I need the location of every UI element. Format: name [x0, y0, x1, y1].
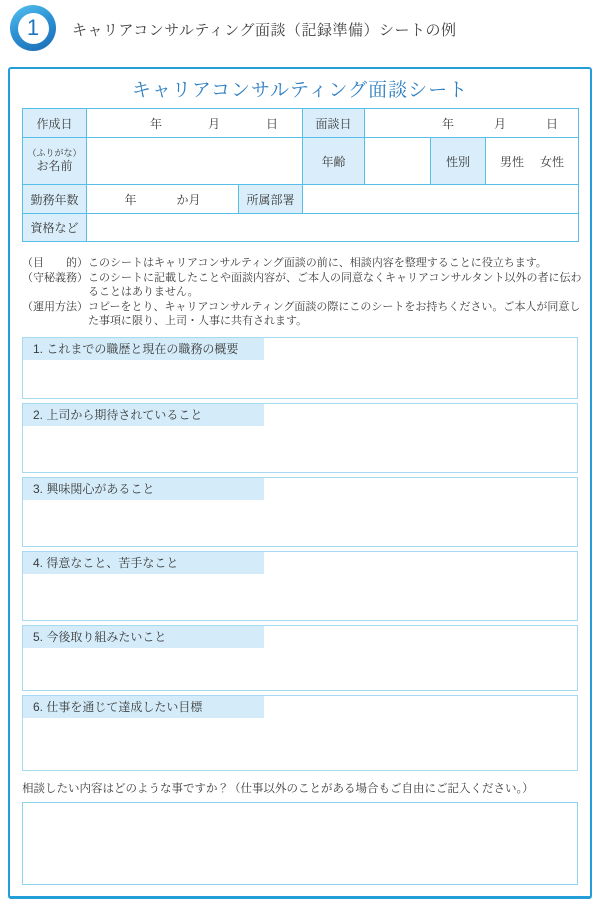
note-text: このシートに記載したことや面談内容が、ご本人の同意なくキャリアコンサルタント以外の者に伝わることはありません。 — [88, 272, 582, 298]
qualification-field — [87, 214, 579, 242]
department-field — [303, 185, 579, 214]
gender-option-male: 男性 — [500, 154, 525, 169]
tenure-year-unit: 年 — [124, 192, 137, 207]
interview-date-label: 面談日 — [303, 109, 365, 138]
note-usage — [22, 300, 582, 328]
sections-list — [22, 337, 578, 771]
step-number: 1 — [18, 13, 49, 44]
interview-date-field — [365, 109, 579, 138]
section-label: 6. 仕事を通じて達成したい目標 — [23, 696, 264, 718]
created-date-field — [87, 109, 303, 138]
step-number-badge — [10, 5, 56, 51]
page-header — [10, 5, 590, 55]
created-date-label: 作成日 — [23, 109, 87, 138]
section-future-efforts — [22, 625, 578, 691]
note-text: このシートはキャリアコンサルティング面談の前に、相談内容を整理することに役立ちます。 — [88, 257, 547, 269]
gender-label: 性別 — [431, 138, 486, 185]
note-purpose — [22, 256, 582, 270]
month-unit: 月 — [207, 116, 220, 131]
day-unit: 日 — [546, 116, 559, 131]
consultation-question: 相談したい内容はどのような事ですか？（仕事以外のことがある場合もご自由にご記入ください。） — [22, 783, 534, 795]
qualification-label: 資格など — [23, 214, 87, 242]
profile-table — [22, 108, 579, 242]
year-unit: 年 — [149, 116, 162, 131]
consultation-entry-box — [22, 802, 578, 885]
sheet-title: キャリアコンサルティング面談シート — [131, 80, 469, 101]
section-work-goals — [22, 695, 578, 771]
day-unit: 日 — [266, 116, 279, 131]
note-label: （目 的） — [22, 257, 88, 269]
note-label: （運用方法） — [22, 301, 88, 313]
notes-block — [22, 256, 582, 328]
section-label: 1. これまでの職歴と現在の職務の概要 — [23, 338, 264, 360]
note-confidentiality — [22, 271, 582, 299]
section-label: 5. 今後取り組みたいこと — [23, 626, 264, 648]
page-heading: キャリアコンサルティング面談（記録準備）シートの例 — [72, 22, 457, 39]
section-career-history — [22, 337, 578, 399]
section-label: 4. 得意なこと、苦手なこと — [23, 552, 264, 574]
note-text: コピーをとり、キャリアコンサルティング面談の際にこのシートをお持ちください。ご本人が同意した事項に限り、上司・人事に共有されます。 — [88, 301, 581, 327]
month-unit: 月 — [494, 116, 507, 131]
section-label: 2. 上司から期待されていること — [23, 404, 264, 426]
section-interests — [22, 477, 578, 547]
section-strengths-weaknesses — [22, 551, 578, 621]
name-field — [87, 138, 303, 185]
name-label-cell — [23, 138, 87, 185]
furigana-label: （ふりがな） — [27, 147, 82, 158]
age-field — [365, 138, 431, 185]
section-boss-expectations — [22, 403, 578, 473]
gender-field — [486, 138, 579, 185]
note-label: （守秘義務） — [22, 272, 88, 284]
gender-option-female: 女性 — [540, 154, 565, 169]
year-unit: 年 — [442, 116, 455, 131]
tenure-label: 勤務年数 — [23, 185, 87, 214]
sheet-container — [8, 67, 592, 899]
tenure-field — [87, 185, 239, 214]
name-label: お名前 — [36, 159, 73, 174]
department-label: 所属部署 — [239, 185, 303, 214]
section-label: 3. 興味関心があること — [23, 478, 264, 500]
tenure-month-unit: か月 — [176, 192, 201, 207]
age-label: 年齢 — [303, 138, 365, 185]
